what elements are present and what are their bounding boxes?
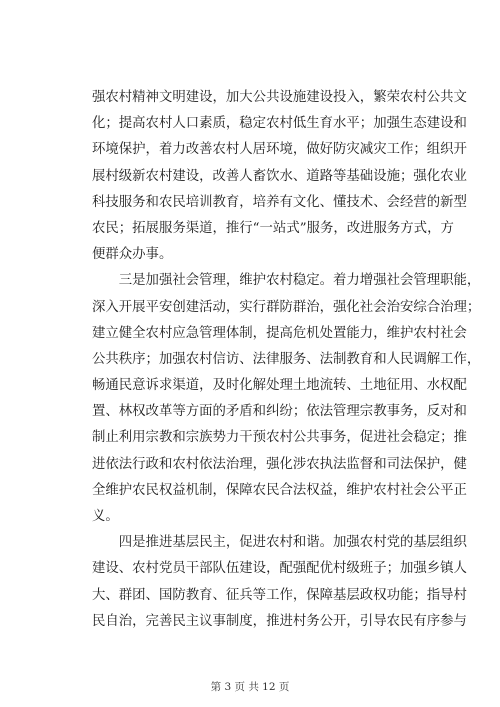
text-line: 化；提高农村人口素质，稳定农村低生育水平；加强生态建设和 (92, 116, 467, 132)
body-text (92, 85, 481, 635)
text-line: 畅通民意诉求渠道，及时化解处理土地流转、土地征用、水权配 (92, 378, 467, 394)
text-line: 义。 (92, 509, 119, 524)
text-line: 四是推进基层民主，促进农村和谐。加强农村党的基层组织 (92, 535, 467, 551)
text-line: 公共秩序；加强农村信访、法律服务、法制教育和人民调解工作， (92, 351, 481, 367)
text-line: 强农村精神文明建设，加大公共设施建设投入，繁荣农村公共文 (92, 90, 467, 105)
text-line: 大、群团、国防教育、征兵等工作，保障基层政权功能；指导村 (92, 587, 467, 603)
text-line: 科技服务和农民培训教育，培养有文化、懂技术、会经营的新型 (92, 194, 467, 210)
text-line: 三是加强社会管理，维护农村稳定。着力增强社会管理职能， (92, 273, 481, 289)
text-line: 便群众办事。 (92, 247, 173, 263)
text-line: 展村级新农村建设，改善人畜饮水、道路等基础设施；强化农业 (92, 168, 467, 184)
text-line: 建立健全农村应急管理体制，提高危机处置能力，维护农村社会 (92, 325, 467, 341)
text-line: 全维护农民权益机制，保障农民合法权益，维护农村社会公平正 (92, 482, 467, 498)
text-line: 农民；拓展服务渠道，推行“一站式”服务，改进服务方式，方 (92, 220, 454, 236)
text-line: 制止利用宗教和宗族势力干预农村公共事务，促进社会稳定；推 (92, 430, 467, 446)
text-line: 进依法行政和农村依法治理，强化涉农执法监督和司法保护，健 (92, 456, 467, 472)
text-line: 置、林权改革等方面的矛盾和纠纷；依法管理宗教事务，反对和 (92, 404, 467, 420)
text-line: 深入开展平安创建活动，实行群防群治，强化社会治安综合治理； (92, 299, 481, 315)
page-footer: 第 3 页 共 12 页 (210, 681, 290, 693)
text-line: 民自治，完善民主议事制度，推进村务公开，引导农民有序参与 (92, 613, 467, 629)
text-line: 建设、农村党员干部队伍建设，配强配优村级班子；加强乡镇人 (92, 561, 467, 577)
text-line: 环境保护，着力改善农村人居环境，做好防灾减灾工作；组织开 (92, 142, 467, 158)
